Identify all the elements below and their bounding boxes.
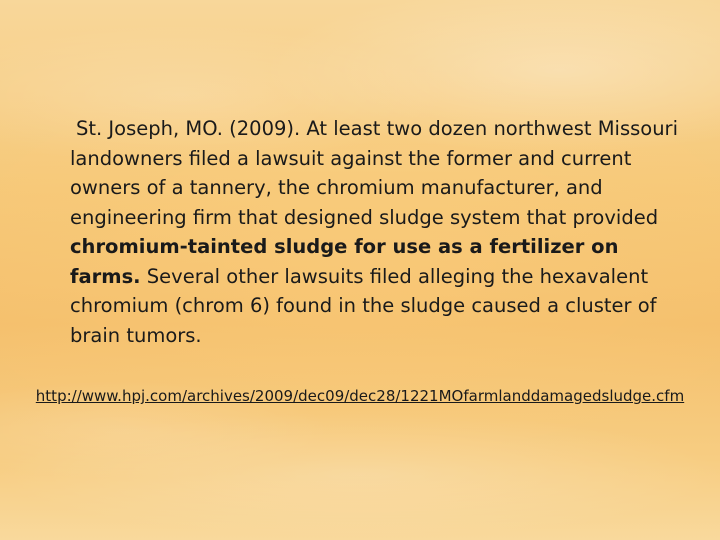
source-link[interactable]: http://www.hpj.com/archives/2009/dec09/dec28/1221MOfarmlanddamagedsludge.cfm [35, 387, 685, 405]
paragraph-text-start: St. Joseph, MO. (2009). At least two dozen northwest Missouri landowners filed a lawsuit against the former and current owners of a tannery, the chromium manufacturer, and engineering firm that designed sludge system that provided [70, 117, 678, 229]
body-paragraph [70, 114, 685, 350]
paragraph-text-end: Several other lawsuits filed alleging the hexavalent chromium (chrom 6) found in the sludge caused a cluster of brain tumors. [70, 264, 657, 347]
paragraph-bold-text: chromium-tainted sludge for use as a fertilizer on farms. [70, 235, 619, 288]
